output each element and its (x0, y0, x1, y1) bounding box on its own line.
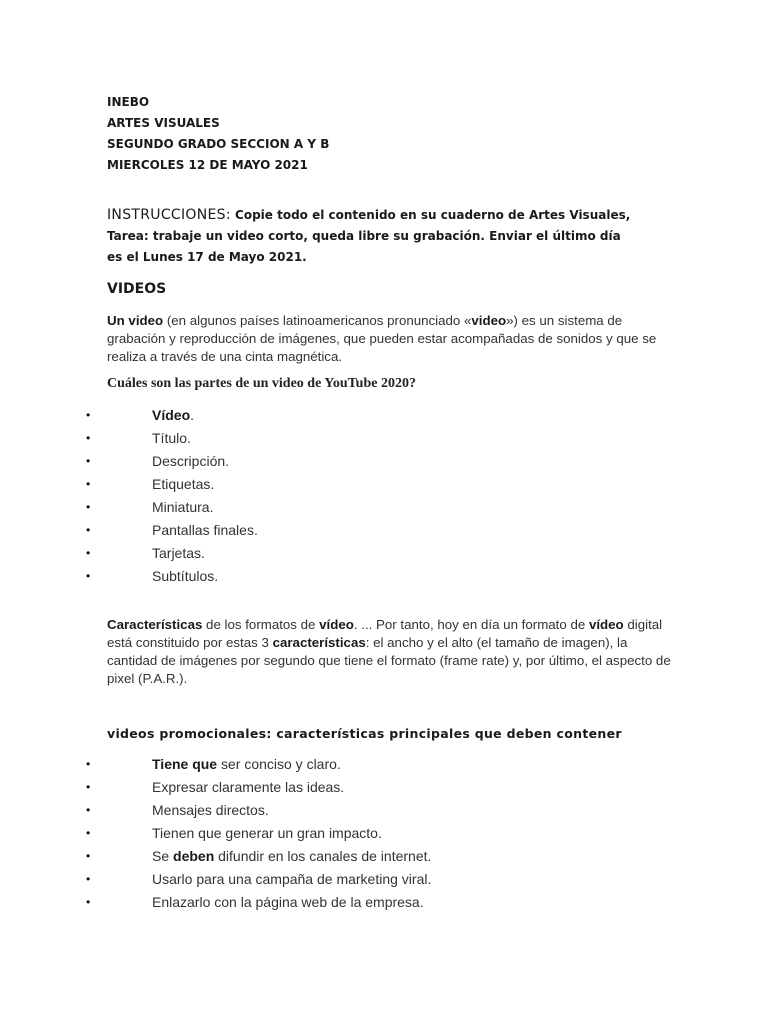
bullet-icon: • (86, 477, 91, 491)
bullet-icon: • (86, 454, 91, 468)
bullet-icon: • (86, 895, 91, 909)
promo-item-5-pre: Se (152, 848, 174, 864)
promo-item-6: Usarlo para una campaña de marketing viral. (152, 871, 432, 887)
bullet-icon: • (86, 803, 91, 817)
characteristics-paragraph (107, 616, 672, 688)
school-name: INEBO (107, 95, 150, 109)
part-video-bold: Vídeo (152, 407, 191, 423)
date-line: MIERCOLES 12 DE MAYO 2021 (107, 158, 308, 172)
bullet-icon: • (86, 523, 91, 537)
part-video-rest: . (190, 407, 195, 423)
grade-section: SEGUNDO GRADO SECCION A Y B (107, 137, 330, 151)
promo-item-7: Enlazarlo con la página web de la empresa. (152, 894, 424, 910)
char-text-4: : el ancho y el alto (el tamaño de imagen), la cantidad de imágenes por segundo que tiene el formato (frame rate) y, por último, el aspecto de pixel (P.A.R.). (107, 635, 671, 686)
bullet-icon: • (86, 849, 91, 863)
video-term: Un video (107, 313, 164, 328)
char-bold-1: Características (107, 617, 203, 632)
promo-item-1-bold: Tiene que (152, 756, 218, 772)
videos-heading: VIDEOS (107, 281, 167, 297)
instructions-text: Copie todo el contenido en su cuaderno de Artes Visuales, Tarea: trabaje un video corto, queda libre su grabación. Enviar el último día es el Lunes 17 de Mayo 2021. (107, 208, 631, 264)
instructions-paragraph (107, 205, 637, 268)
part-tags: Etiquetas. (152, 476, 215, 492)
instructions-label: INSTRUCCIONES: (107, 207, 231, 223)
char-text-3: digital está constituido por estas 3 (107, 617, 663, 650)
char-text-1: de los formatos de (202, 617, 320, 632)
promo-item-3: Mensajes directos. (152, 802, 269, 818)
promo-heading: videos promocionales: características principales que deben contener (107, 726, 622, 741)
char-bold-4: características (272, 635, 366, 650)
part-cards: Tarjetas. (152, 545, 205, 561)
bullet-icon: • (86, 546, 91, 560)
promo-item-5-rest: difundir en los canales de internet. (214, 848, 432, 864)
bullet-icon: • (86, 757, 91, 771)
promo-item-5-bold: deben (173, 848, 215, 864)
part-title: Título. (152, 430, 191, 446)
video-definition-paragraph (107, 312, 667, 366)
bullet-icon: • (86, 408, 91, 422)
youtube-parts-question: Cuáles son las partes de un video de YouTube 2020? (107, 376, 416, 391)
part-thumbnail: Miniatura. (152, 499, 214, 515)
part-description: Descripción. (152, 453, 230, 469)
char-text-2: . ... Por tanto, hoy en día un formato de (353, 617, 589, 632)
part-end-screens: Pantallas finales. (152, 522, 258, 538)
promo-item-1-rest: ser conciso y claro. (217, 756, 341, 772)
intro-text-1: (en algunos países latinoamericanos pronunciado « (163, 313, 472, 328)
char-bold-3: vídeo (588, 617, 624, 632)
char-bold-2: vídeo (319, 617, 354, 632)
promo-item-4: Tienen que generar un gran impacto. (152, 825, 382, 841)
video-term-2: video (471, 313, 507, 328)
intro-text-2: ») es un sistema de grabación y reproducción de imágenes, que pueden estar acompañadas de sonidos y que se realiza a través de una cinta magnética. (107, 313, 657, 364)
bullet-icon: • (86, 431, 91, 445)
subject-name: ARTES VISUALES (107, 116, 220, 130)
bullet-icon: • (86, 569, 91, 583)
bullet-icon: • (86, 780, 91, 794)
part-subtitles: Subtítulos. (152, 568, 219, 584)
bullet-icon: • (86, 500, 91, 514)
bullet-icon: • (86, 826, 91, 840)
bullet-icon: • (86, 872, 91, 886)
promo-item-2: Expresar claramente las ideas. (152, 779, 345, 795)
